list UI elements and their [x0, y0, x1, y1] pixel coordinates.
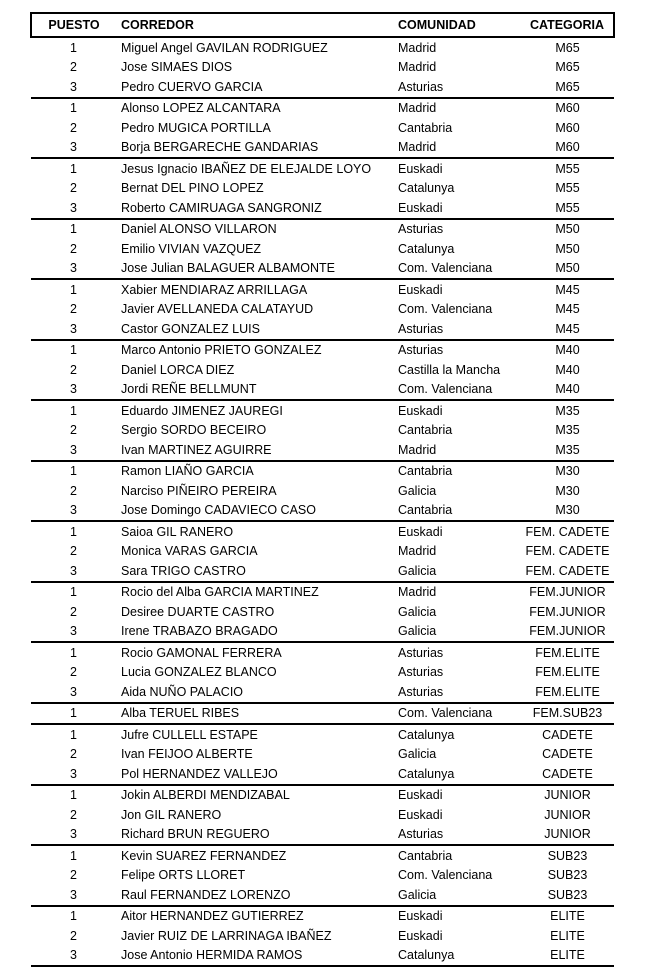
cell-puesto: 1: [70, 282, 77, 297]
cell-comunidad: Asturias: [398, 343, 444, 357]
cell-puesto: 3: [31, 946, 116, 967]
results-table-header: [31, 13, 614, 37]
table-row: [31, 300, 614, 320]
cell-corredor: Sergio SORDO BECEIRO: [121, 423, 267, 437]
cell-categoria: FEM. CADETE: [525, 524, 610, 539]
cell-categoria: M30: [555, 483, 580, 498]
cell-comunidad: Euskadi: [398, 928, 443, 943]
table-row: [31, 805, 614, 825]
cell-categoria: M50: [521, 259, 614, 280]
table-row: [31, 622, 614, 643]
cell-comunidad: Cantabria: [398, 464, 453, 478]
cell-comunidad: Catalunya: [398, 181, 455, 195]
cell-puesto: 1: [70, 40, 77, 55]
cell-comunidad: Catalunya: [391, 946, 521, 967]
cell-corredor: Jokin ALBERDI MENDIZABAL: [121, 788, 290, 802]
cell-categoria: CADETE: [521, 764, 614, 785]
cell-comunidad: Galicia: [398, 747, 437, 761]
cell-categoria: M65: [521, 77, 614, 98]
cell-categoria: M30: [555, 464, 580, 478]
cell-puesto: 3: [31, 501, 116, 522]
table-row: [31, 764, 614, 785]
cell-categoria: M40: [555, 343, 580, 357]
cell-corredor: Jufre CULLELL ESTAPE: [121, 727, 258, 742]
cell-categoria: FEM. CADETE: [525, 544, 610, 558]
cell-categoria: M50: [555, 241, 580, 256]
table-row: [31, 521, 614, 542]
cell-corredor: Jose Julian BALAGUER ALBAMONTE: [116, 259, 391, 280]
cell-corredor: Felipe ORTS LLORET: [121, 868, 246, 882]
col-header-categoria: CATEGORIA: [521, 13, 614, 37]
cell-comunidad: Asturias: [398, 645, 444, 660]
cell-categoria: M40: [521, 380, 614, 401]
cell-corredor: Raul FERNANDEZ LORENZO: [116, 885, 391, 906]
cell-categoria: ELITE: [550, 928, 585, 943]
cell-comunidad: Euskadi: [398, 909, 443, 923]
table-row: [31, 561, 614, 582]
cell-corredor: Saioa GIL RANERO: [121, 524, 234, 539]
cell-comunidad: Com. Valenciana: [398, 302, 493, 316]
cell-corredor: Daniel ALONSO VILLARON: [121, 222, 277, 236]
table-row: [31, 481, 614, 501]
cell-comunidad: Com. Valenciana: [391, 703, 521, 725]
cell-comunidad: Castilla la Mancha: [398, 362, 501, 377]
cell-corredor: Irene TRABAZO BRAGADO: [116, 622, 391, 643]
cell-puesto: 1: [70, 524, 77, 539]
cell-categoria: FEM.ELITE: [521, 682, 614, 703]
cell-comunidad: Euskadi: [398, 282, 443, 297]
cell-puesto: 3: [31, 319, 116, 340]
table-row: [31, 118, 614, 138]
cell-categoria: M45: [555, 302, 580, 316]
cell-puesto: 2: [70, 747, 77, 761]
cell-categoria: JUNIOR: [544, 788, 591, 802]
cell-puesto: 1: [70, 909, 77, 923]
cell-categoria: M30: [521, 501, 614, 522]
table-row: [31, 440, 614, 461]
col-header-puesto: PUESTO: [31, 13, 116, 37]
table-row: [31, 682, 614, 703]
cell-comunidad: Asturias: [391, 682, 521, 703]
cell-comunidad: Euskadi: [391, 198, 521, 219]
cell-corredor: Lucia GONZALEZ BLANCO: [121, 665, 277, 679]
cell-categoria: M65: [555, 60, 580, 74]
cell-categoria: FEM.JUNIOR: [529, 585, 606, 599]
cell-puesto: 1: [70, 161, 77, 176]
cell-puesto: 3: [31, 198, 116, 219]
cell-comunidad: Cantabria: [391, 501, 521, 522]
cell-corredor: Jose SIMAES DIOS: [121, 60, 233, 74]
col-header-corredor: CORREDOR: [116, 13, 391, 37]
cell-corredor: Pedro MUGICA PORTILLA: [121, 120, 271, 135]
cell-corredor: Bernat DEL PINO LOPEZ: [121, 181, 264, 195]
cell-categoria: M65: [555, 40, 580, 55]
cell-puesto: 2: [70, 423, 77, 437]
cell-categoria: JUNIOR: [521, 825, 614, 846]
cell-corredor: Ivan MARTINEZ AGUIRRE: [116, 440, 391, 461]
table-row: [31, 885, 614, 906]
cell-comunidad: Euskadi: [398, 524, 443, 539]
cell-puesto: 3: [31, 440, 116, 461]
cell-corredor: Rocio GAMONAL FERRERA: [121, 645, 282, 660]
table-row: [31, 926, 614, 946]
cell-puesto: 1: [70, 848, 77, 863]
cell-corredor: Aida NUÑO PALACIO: [116, 682, 391, 703]
cell-corredor: Marco Antonio PRIETO GONZALEZ: [121, 343, 322, 357]
cell-corredor: Monica VARAS GARCIA: [121, 544, 258, 558]
cell-comunidad: Euskadi: [398, 807, 443, 822]
cell-puesto: 2: [70, 181, 77, 195]
cell-comunidad: Madrid: [398, 60, 437, 74]
cell-categoria: M60: [555, 101, 580, 115]
cell-categoria: ELITE: [550, 909, 585, 923]
cell-categoria: SUB23: [521, 885, 614, 906]
table-row: [31, 602, 614, 622]
cell-puesto: 3: [31, 764, 116, 785]
cell-comunidad: Asturias: [398, 665, 444, 679]
table-row: [31, 825, 614, 846]
table-row: [31, 319, 614, 340]
table-row: [31, 663, 614, 683]
table-row: [31, 259, 614, 280]
table-row: [31, 906, 614, 927]
cell-comunidad: Com. Valenciana: [391, 259, 521, 280]
cell-categoria: M40: [555, 362, 580, 377]
table-row: [31, 400, 614, 421]
cell-corredor: Emilio VIVIAN VAZQUEZ: [121, 241, 262, 256]
cell-puesto: 3: [31, 682, 116, 703]
cell-comunidad: Com. Valenciana: [398, 868, 493, 882]
cell-puesto: 2: [70, 302, 77, 316]
cell-puesto: 2: [70, 928, 77, 943]
table-row: [31, 279, 614, 300]
cell-comunidad: Asturias: [391, 825, 521, 846]
cell-comunidad: Asturias: [398, 222, 444, 236]
cell-corredor: Miguel Angel GAVILAN RODRIGUEZ: [121, 40, 328, 55]
cell-comunidad: Cantabria: [398, 423, 453, 437]
cell-comunidad: Cantabria: [398, 848, 453, 863]
table-row: [31, 179, 614, 199]
col-header-comunidad: COMUNIDAD: [391, 13, 521, 37]
table-row: [31, 421, 614, 441]
cell-corredor: Richard BRUN REGUERO: [116, 825, 391, 846]
cell-corredor: Sara TRIGO CASTRO: [116, 561, 391, 582]
table-row: [31, 785, 614, 806]
table-row: [31, 724, 614, 745]
table-row: [31, 219, 614, 240]
table-row: [31, 703, 614, 725]
cell-categoria: M35: [555, 403, 580, 418]
header-row: [31, 13, 614, 37]
cell-categoria: FEM. CADETE: [521, 561, 614, 582]
cell-puesto: 3: [31, 77, 116, 98]
cell-corredor: Roberto CAMIRUAGA SANGRONIZ: [116, 198, 391, 219]
table-row: [31, 380, 614, 401]
cell-comunidad: Asturias: [391, 319, 521, 340]
cell-puesto: 3: [31, 885, 116, 906]
table-row: [31, 745, 614, 765]
cell-puesto: 3: [31, 380, 116, 401]
cell-puesto: 1: [70, 585, 77, 599]
cell-comunidad: Euskadi: [398, 403, 443, 418]
cell-categoria: M55: [555, 161, 580, 176]
cell-corredor: Eduardo JIMENEZ JAUREGI: [121, 403, 283, 418]
cell-comunidad: Galicia: [391, 885, 521, 906]
cell-corredor: Kevin SUAREZ FERNANDEZ: [121, 848, 287, 863]
cell-corredor: Rocio del Alba GARCIA MARTINEZ: [121, 585, 319, 599]
cell-puesto: 2: [70, 604, 77, 619]
cell-comunidad: Galicia: [391, 561, 521, 582]
table-row: [31, 77, 614, 98]
cell-corredor: Ramon LIAÑO GARCIA: [121, 464, 254, 478]
cell-categoria: M45: [521, 319, 614, 340]
cell-comunidad: Euskadi: [398, 161, 443, 176]
cell-puesto: 2: [70, 120, 77, 135]
cell-puesto: 1: [70, 464, 77, 478]
cell-puesto: 1: [70, 788, 77, 802]
cell-categoria: M45: [555, 282, 580, 297]
cell-categoria: JUNIOR: [544, 807, 591, 822]
cell-categoria: FEM.JUNIOR: [529, 604, 606, 619]
cell-comunidad: Asturias: [391, 77, 521, 98]
cell-comunidad: Madrid: [391, 138, 521, 159]
cell-puesto: 2: [70, 665, 77, 679]
cell-puesto: 1: [70, 343, 77, 357]
table-row: [31, 198, 614, 219]
cell-comunidad: Galicia: [398, 604, 437, 619]
cell-corredor: Daniel LORCA DIEZ: [121, 362, 235, 377]
cell-puesto: 2: [70, 483, 77, 498]
cell-comunidad: Catalunya: [398, 727, 455, 742]
table-row: [31, 37, 614, 58]
cell-categoria: M60: [521, 138, 614, 159]
cell-puesto: 1: [70, 645, 77, 660]
cell-comunidad: Madrid: [398, 544, 437, 558]
cell-puesto: 2: [70, 362, 77, 377]
cell-comunidad: Cantabria: [398, 120, 453, 135]
cell-comunidad: Madrid: [398, 585, 437, 599]
cell-corredor: Javier AVELLANEDA CALATAYUD: [121, 302, 314, 316]
cell-puesto: 1: [70, 101, 77, 115]
table-row: [31, 340, 614, 361]
cell-corredor: Ivan FEIJOO ALBERTE: [121, 747, 253, 761]
cell-categoria: FEM.JUNIOR: [521, 622, 614, 643]
table-row: [31, 501, 614, 522]
results-table: [30, 12, 615, 967]
cell-puesto: 3: [31, 138, 116, 159]
cell-puesto: 3: [31, 622, 116, 643]
cell-puesto: 2: [70, 241, 77, 256]
cell-comunidad: Euskadi: [398, 788, 443, 802]
cell-comunidad: Madrid: [398, 40, 437, 55]
cell-puesto: 2: [70, 868, 77, 882]
cell-puesto: 3: [31, 561, 116, 582]
cell-comunidad: Madrid: [391, 440, 521, 461]
cell-comunidad: Madrid: [398, 101, 437, 115]
table-row: [31, 138, 614, 159]
table-row: [31, 360, 614, 380]
cell-puesto: 2: [70, 807, 77, 822]
cell-puesto: 2: [70, 544, 77, 558]
cell-categoria: FEM.ELITE: [535, 665, 600, 679]
cell-corredor: Pol HERNANDEZ VALLEJO: [116, 764, 391, 785]
cell-corredor: Aitor HERNANDEZ GUTIERREZ: [121, 909, 304, 923]
table-row: [31, 582, 614, 603]
table-row: [31, 239, 614, 259]
cell-categoria: M50: [555, 222, 580, 236]
cell-corredor: Castor GONZALEZ LUIS: [116, 319, 391, 340]
table-row: [31, 58, 614, 78]
cell-corredor: Narciso PIÑEIRO PEREIRA: [121, 483, 277, 498]
table-row: [31, 158, 614, 179]
cell-categoria: SUB23: [547, 868, 588, 882]
table-row: [31, 542, 614, 562]
cell-categoria: CADETE: [542, 727, 593, 742]
table-row: [31, 642, 614, 663]
table-row: [31, 845, 614, 866]
table-row: [31, 461, 614, 482]
cell-corredor: Jordi REÑE BELLMUNT: [116, 380, 391, 401]
cell-comunidad: Galicia: [398, 483, 437, 498]
cell-categoria: FEM.ELITE: [535, 645, 600, 660]
cell-corredor: Jesus Ignacio IBAÑEZ DE ELEJALDE LOYO: [121, 161, 372, 176]
cell-puesto: 2: [70, 60, 77, 74]
cell-comunidad: Catalunya: [398, 241, 455, 256]
cell-corredor: Javier RUIZ DE LARRINAGA IBAÑEZ: [121, 928, 332, 943]
cell-corredor: Alba TERUEL RIBES: [116, 703, 391, 725]
cell-categoria: M35: [555, 423, 580, 437]
cell-corredor: Alonso LOPEZ ALCANTARA: [121, 101, 281, 115]
cell-comunidad: Com. Valenciana: [391, 380, 521, 401]
cell-puesto: 1: [70, 403, 77, 418]
cell-categoria: M55: [521, 198, 614, 219]
cell-puesto: 3: [31, 825, 116, 846]
cell-puesto: 1: [31, 703, 116, 725]
results-table-body: [31, 37, 614, 966]
cell-corredor: Xabier MENDIARAZ ARRILLAGA: [121, 282, 308, 297]
cell-puesto: 1: [70, 222, 77, 236]
cell-corredor: Pedro CUERVO GARCIA: [116, 77, 391, 98]
cell-corredor: Jose Domingo CADAVIECO CASO: [116, 501, 391, 522]
table-row: [31, 98, 614, 119]
table-row: [31, 866, 614, 886]
cell-categoria: M55: [555, 181, 580, 195]
cell-comunidad: Galicia: [391, 622, 521, 643]
cell-puesto: 1: [70, 727, 77, 742]
cell-corredor: Desiree DUARTE CASTRO: [121, 604, 275, 619]
cell-corredor: Borja BERGARECHE GANDARIAS: [116, 138, 391, 159]
cell-puesto: 3: [31, 259, 116, 280]
cell-categoria: ELITE: [521, 946, 614, 967]
cell-categoria: FEM.SUB23: [521, 703, 614, 725]
cell-categoria: M60: [555, 120, 580, 135]
cell-comunidad: Catalunya: [391, 764, 521, 785]
table-row: [31, 946, 614, 967]
cell-categoria: SUB23: [547, 848, 588, 863]
cell-corredor: Jon GIL RANERO: [121, 807, 222, 822]
cell-categoria: M35: [521, 440, 614, 461]
cell-categoria: CADETE: [542, 747, 593, 761]
cell-corredor: Jose Antonio HERMIDA RAMOS: [116, 946, 391, 967]
